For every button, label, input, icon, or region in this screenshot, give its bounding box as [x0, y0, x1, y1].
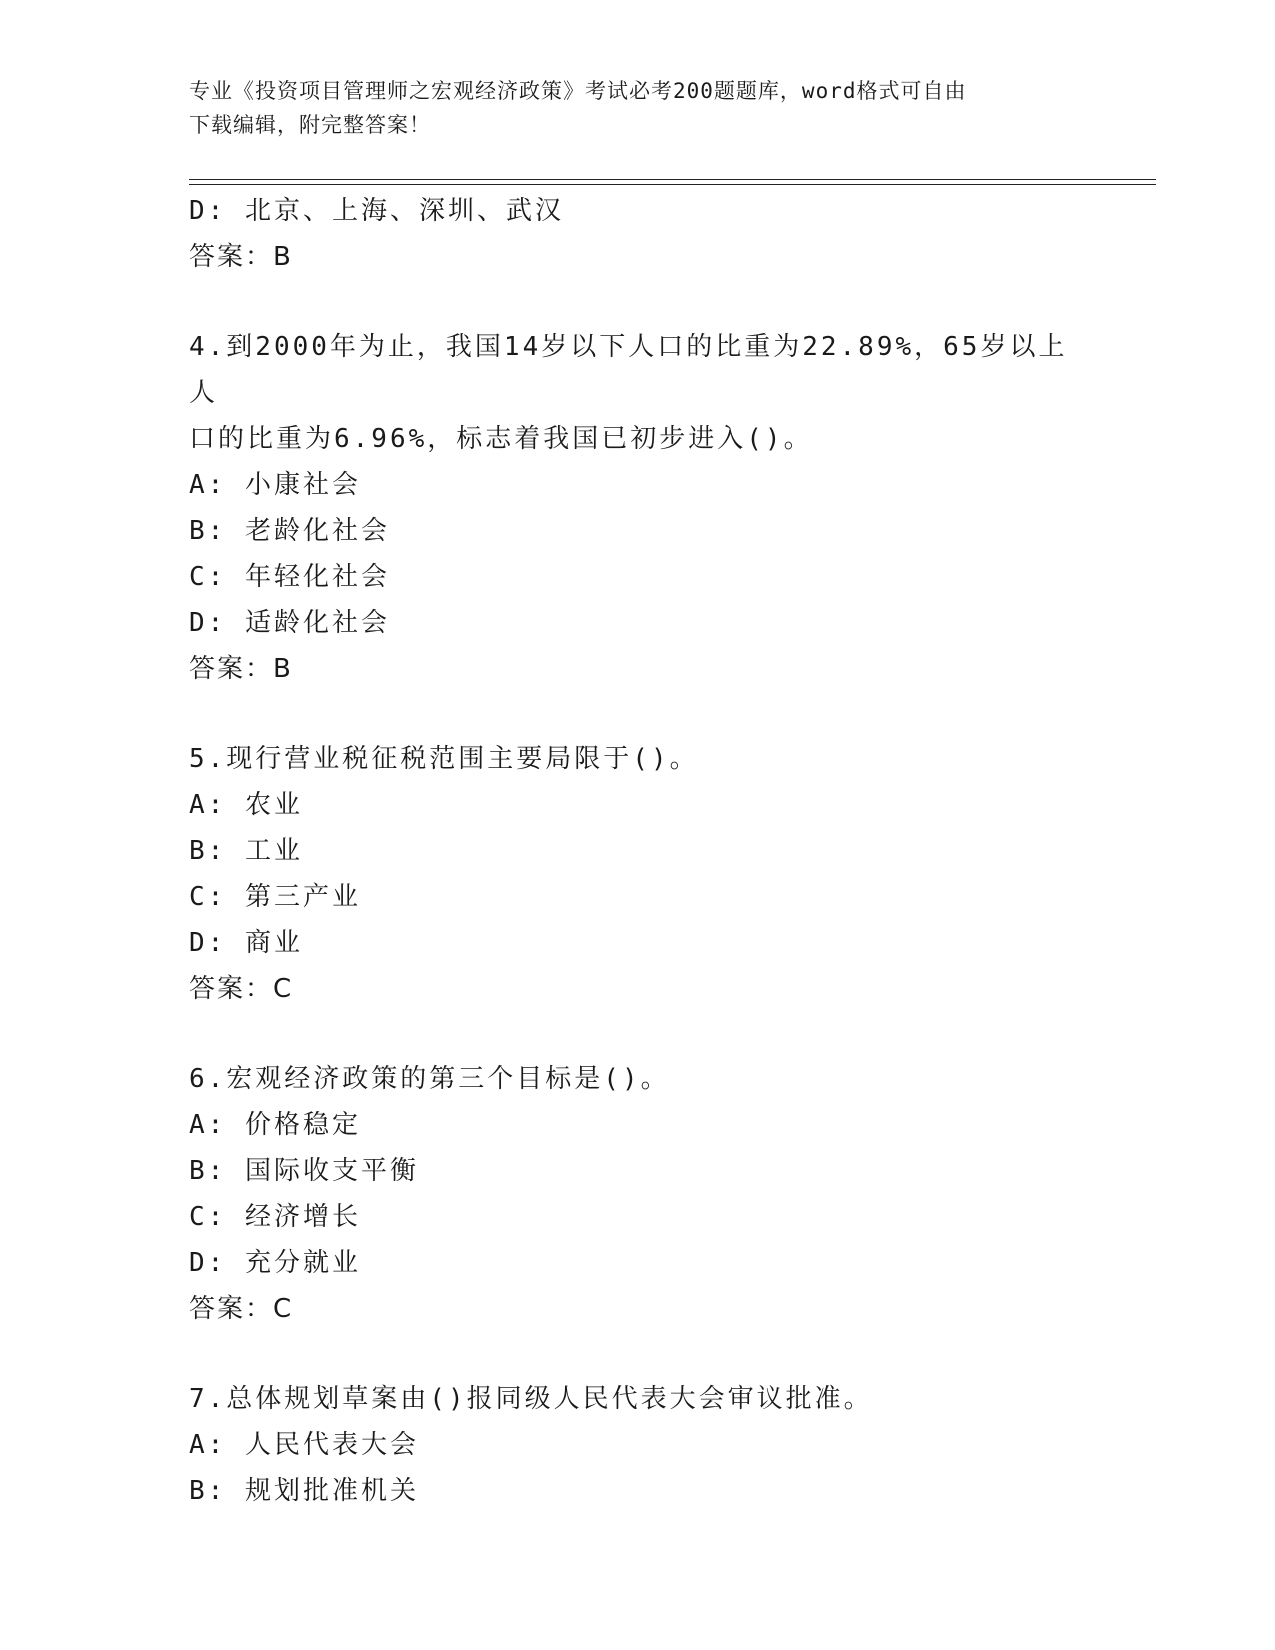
option-d: D: 北京、上海、深圳、武汉: [189, 196, 564, 226]
spacer: [189, 280, 1089, 324]
option-d: D: 商业: [189, 928, 303, 958]
document-header: [189, 74, 1069, 142]
answer-label: 答案：C: [189, 974, 294, 1004]
option-b: B: 国际收支平衡: [189, 1156, 419, 1186]
option-b: B: 老龄化社会: [189, 516, 390, 546]
question-4: [189, 324, 1089, 692]
option-a: A: 农业: [189, 790, 303, 820]
question-stem-line-1: 4.到2000年为止，我国14岁以下人口的比重为22.89%，65岁以上人: [189, 332, 1068, 408]
option-d: D: 充分就业: [189, 1248, 361, 1278]
option-b: B: 工业: [189, 836, 303, 866]
question-3-tail: [189, 188, 1089, 280]
question-stem: 7.总体规划草案由()报同级人民代表大会审议批准。: [189, 1384, 873, 1414]
question-stem-line-2: 口的比重为6.96%，标志着我国已初步进入()。: [189, 424, 813, 454]
option-c: C: 第三产业: [189, 882, 361, 912]
option-c: C: 年轻化社会: [189, 562, 390, 592]
question-list: [189, 188, 1089, 1514]
spacer: [189, 692, 1089, 736]
option-a: A: 人民代表大会: [189, 1430, 419, 1460]
header-line-2: 下载编辑，附完整答案！: [189, 113, 431, 137]
answer-label: 答案：C: [189, 1294, 294, 1324]
header-line-1: 专业《投资项目管理师之宏观经济政策》考试必考200题题库，word格式可自由: [189, 79, 967, 103]
question-5: [189, 736, 1089, 1012]
option-b: B: 规划批准机关: [189, 1476, 419, 1506]
option-d: D: 适龄化社会: [189, 608, 390, 638]
answer-label: 答案：B: [189, 242, 293, 272]
spacer: [189, 1012, 1089, 1056]
header-rule-top: [189, 179, 1156, 180]
question-7: [189, 1376, 1089, 1514]
option-a: A: 小康社会: [189, 470, 361, 500]
spacer: [189, 1332, 1089, 1376]
question-stem: 6.宏观经济政策的第三个目标是()。: [189, 1064, 670, 1094]
question-stem: 5.现行营业税征税范围主要局限于()。: [189, 744, 699, 774]
question-6: [189, 1056, 1089, 1332]
option-a: A: 价格稳定: [189, 1110, 361, 1140]
option-c: C: 经济增长: [189, 1202, 361, 1232]
answer-label: 答案：B: [189, 654, 293, 684]
header-rule-bottom: [189, 184, 1156, 185]
